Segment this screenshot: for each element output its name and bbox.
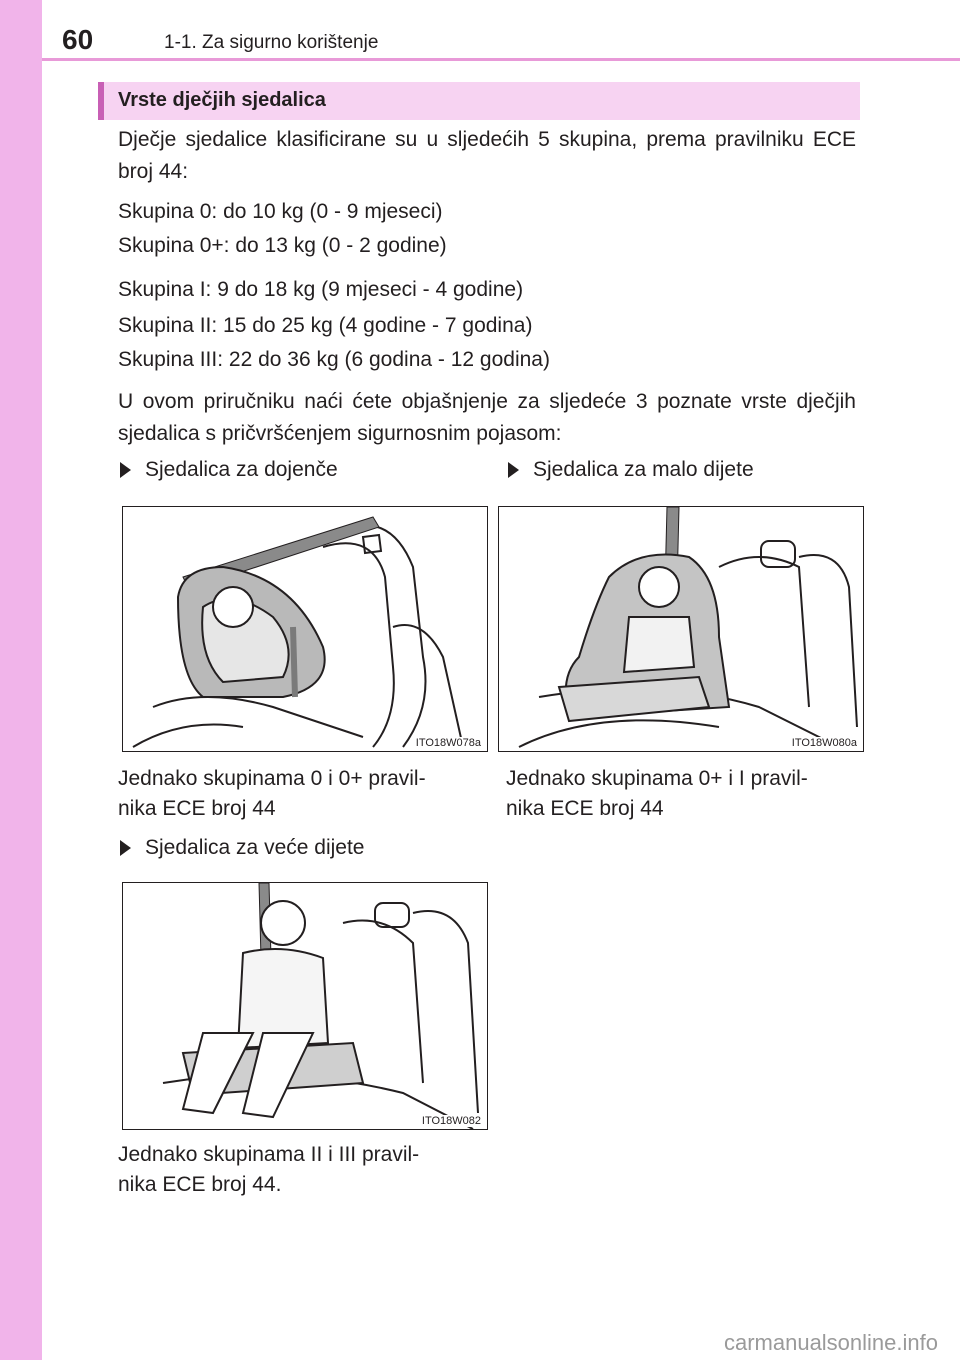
section-accent — [98, 82, 104, 120]
bullet-arrow-icon — [120, 462, 131, 478]
booster-seat-illustration — [123, 883, 487, 1129]
page-number: 60 — [62, 24, 94, 55]
caption-line: Jednako skupinama 0 i 0+ pravil- — [118, 767, 426, 790]
child-seat-illustration — [499, 507, 863, 751]
caption-child-seat — [506, 764, 856, 824]
bullet-label: Sjedalica za veće dijete — [145, 836, 365, 859]
watermark: carmanualsonline.info — [723, 1330, 938, 1355]
caption-line: nika ECE broj 44. — [118, 1173, 282, 1196]
caption-line: Jednako skupinama II i III pravil- — [118, 1143, 420, 1166]
caption-infant-seat — [118, 764, 478, 824]
group-item: Skupina I: 9 do 18 kg (9 mjeseci - 4 godine) — [118, 278, 524, 301]
figure-child-seat — [498, 506, 864, 752]
types-paragraph: U ovom priručniku naći ćete objašnjenje za sljedeće 3 poznate vrste dječjih sjedalica s pričvršćenjem sigurnosnim pojasom: — [118, 390, 856, 445]
infant-seat-illustration — [123, 507, 487, 751]
group-item: Skupina 0: do 10 kg (0 - 9 mjeseci) — [118, 200, 443, 223]
figure-code: ITO18W080a — [791, 737, 857, 749]
figure-code: ITO18W082 — [421, 1115, 481, 1127]
side-tab-strip — [0, 0, 42, 1360]
intro-paragraph: Dječje sjedalice klasificirane su u sljedećih 5 skupina, prema pravilniku ECE broj 44: — [118, 128, 856, 183]
header-divider — [42, 58, 960, 61]
section-heading-bar — [98, 82, 860, 120]
caption-line: Jednako skupinama 0+ i I pravil- — [506, 767, 808, 790]
bullet-infant-seat — [118, 458, 338, 482]
bullet-child-seat — [506, 458, 754, 482]
bullet-booster-seat — [118, 836, 364, 860]
group-item: Skupina III: 22 do 36 kg (6 godina - 12 godina) — [118, 348, 550, 371]
figure-booster-seat — [122, 882, 488, 1130]
caption-booster-seat — [118, 1140, 478, 1200]
group-item: Skupina II: 15 do 25 kg (4 godine - 7 godina) — [118, 314, 533, 337]
figure-infant-seat — [122, 506, 488, 752]
bullet-arrow-icon — [508, 462, 519, 478]
running-head: 1-1. Za sigurno korištenje — [164, 32, 379, 53]
bullet-label: Sjedalica za dojenče — [145, 458, 338, 481]
section-title: Vrste dječjih sjedalica — [118, 89, 326, 111]
caption-line: nika ECE broj 44 — [506, 797, 664, 820]
group-item: Skupina 0+: do 13 kg (0 - 2 godine) — [118, 234, 447, 257]
caption-line: nika ECE broj 44 — [118, 797, 276, 820]
bullet-label: Sjedalica za malo dijete — [533, 458, 754, 481]
bullet-arrow-icon — [120, 840, 131, 856]
figure-code: ITO18W078a — [415, 737, 481, 749]
